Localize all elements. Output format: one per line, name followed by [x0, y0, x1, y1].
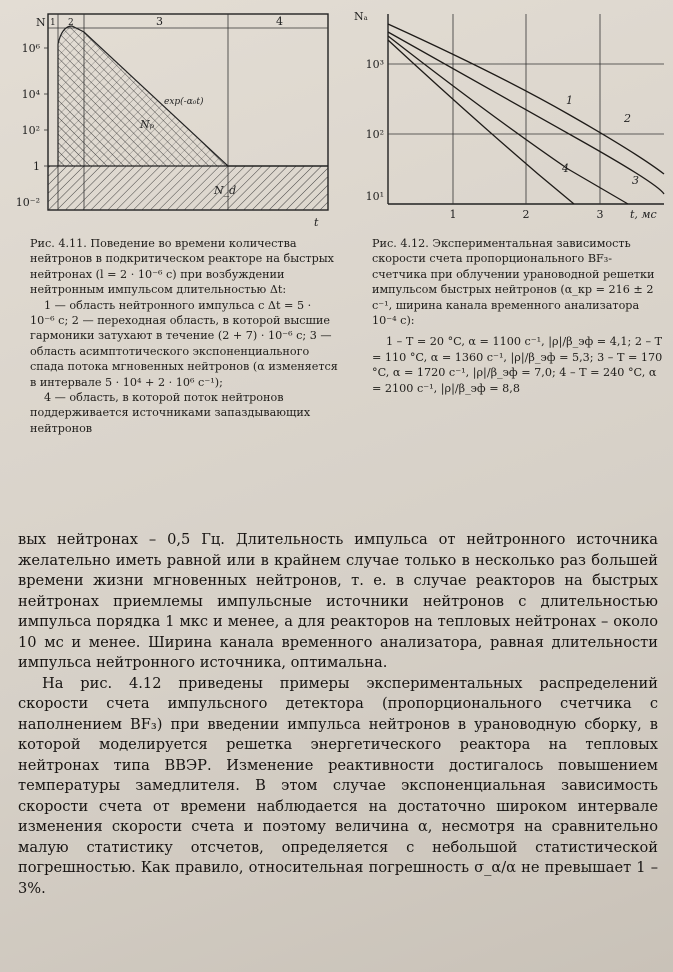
y-tick-label: 10¹ — [365, 190, 384, 203]
paragraph: На рис. 4.12 приведены примеры экспериментальных распределений скорости счета импульсного детектора (пропорционального счетчика с наполнением BF₃) при введении импульса нейтронов в урановодную сборку, в которой моделируется решетка энергетического реактора на тепловых нейтронах типа ВВЭР. Изменение реактивности достигалось повышением температуры замедлителя. В этом случае экспоненциальная зависимость скорости счета от времени наблюдается на достаточно широком интервале изменения скорости счета и поэтому величина α, несмотря на сравнительно малую статистику отсчетов, определяется с небольшой статистической погрешностью. Как правило, относительная погрешность σ_α/α не превышает 1 – 3%. — [18, 674, 658, 897]
y-tick-label: 10² — [21, 124, 40, 137]
figure-4-11-plot — [6, 6, 336, 231]
curve-label: 1 — [566, 94, 573, 107]
prompt-label: Nₚ — [140, 118, 155, 131]
caption-item: 4 — область, в которой поток нейтронов поддерживается источниками запаздывающих нейтронов — [30, 391, 311, 435]
y-tick-label: 10⁻² — [15, 196, 40, 209]
delayed-label: N_d — [214, 184, 237, 197]
x-axis-label: t — [314, 216, 319, 229]
y-axis-label: Nₐ — [354, 10, 368, 23]
curve-label: 3 — [632, 174, 639, 187]
y-tick-label: 10⁴ — [21, 88, 40, 101]
y-tick-label: 1 — [33, 160, 40, 173]
paragraph: вых нейтронах – 0,5 Гц. Длительность импульса от нейтронного источника желательно иметь равной или в крайнем случае только в несколько раз большей времени жизни мгновенных нейтронов, т. е. в случае реакторов на быстрых нейтронах приемлемы импульсные источники нейтронов с длительностью импульса порядка 1 мкс и менее, а для реакторов на тепловых нейтронах – около 10 мс и менее. Ширина канала временного анализатора, равная длительности импульса нейтронного источника, оптимальна. — [18, 531, 658, 671]
figure-4-12-plot — [348, 4, 670, 229]
x-tick-label: 1 — [449, 208, 457, 221]
caption-title: Рис. 4.12. Экспериментальная зависимость скорости счета пропорционального BF₃-счетчика при облучении урановодной решетки импульсом быстрых нейтронов (α_кр = 216 ± 2 с⁻¹, ширина канала временного анализатора 10⁻⁴ с): — [372, 237, 655, 328]
figure-4-11 — [6, 6, 336, 231]
curve-label: exp(-α₀t) — [164, 97, 204, 107]
region-label: 4 — [276, 15, 283, 28]
caption-item: 1 — область нейтронного импульса с Δt = 5 · 10⁻⁶ с; 2 — переходная область, в которой высшие гармоники затухают в течение (2 + 7) · 10⁻⁶ с; 3 — область асимптотического экспоненциального спада потока мгновенных нейтронов (α изменяется в интервале 5 · 10⁴ + 2 · 10⁶ с⁻¹); — [30, 298, 338, 389]
figure-4-12-caption — [372, 236, 664, 396]
caption-item: 1 – T = 20 °C, α = 1100 с⁻¹, |ρ|/β_эф = 4,1; 2 – T = 110 °C, α = 1360 с⁻¹, |ρ|/β_эф = 5,3; 3 – T = 170 °C, α = 1720 с⁻¹, |ρ|/β_эф = 7,0; 4 – T = 240 °C, α = 2100 с⁻¹, |ρ|/β_эф = 8,8 — [372, 335, 663, 395]
y-tick-label: 10² — [365, 128, 384, 141]
region-label: 3 — [156, 15, 163, 28]
y-axis-label: N — [36, 16, 46, 29]
curve-4 — [388, 40, 574, 204]
x-tick-label: 2 — [522, 208, 530, 221]
region-label: 2 — [68, 18, 74, 28]
prompt-crosshatch — [58, 26, 228, 166]
x-tick-label: 3 — [596, 208, 604, 221]
region-label: 1 — [50, 18, 56, 28]
figure-4-11-caption — [30, 236, 338, 436]
x-axis-label: t, мс — [630, 208, 657, 221]
curve-label: 4 — [562, 162, 569, 175]
curve-3 — [388, 36, 628, 204]
y-tick-label: 10⁶ — [21, 42, 40, 55]
body-text — [18, 530, 658, 899]
figure-4-12 — [348, 4, 670, 229]
y-tick-label: 10³ — [365, 58, 384, 71]
caption-title: Рис. 4.11. Поведение во времени количества нейтронов в подкритическом реакторе на быстрых нейтронах (l = 2 · 10⁻⁶ с) при возбуждении нейтронным импульсом длительностью Δt: — [30, 237, 334, 297]
delayed-neutron-area — [48, 166, 328, 210]
curve-label: 2 — [624, 112, 631, 125]
